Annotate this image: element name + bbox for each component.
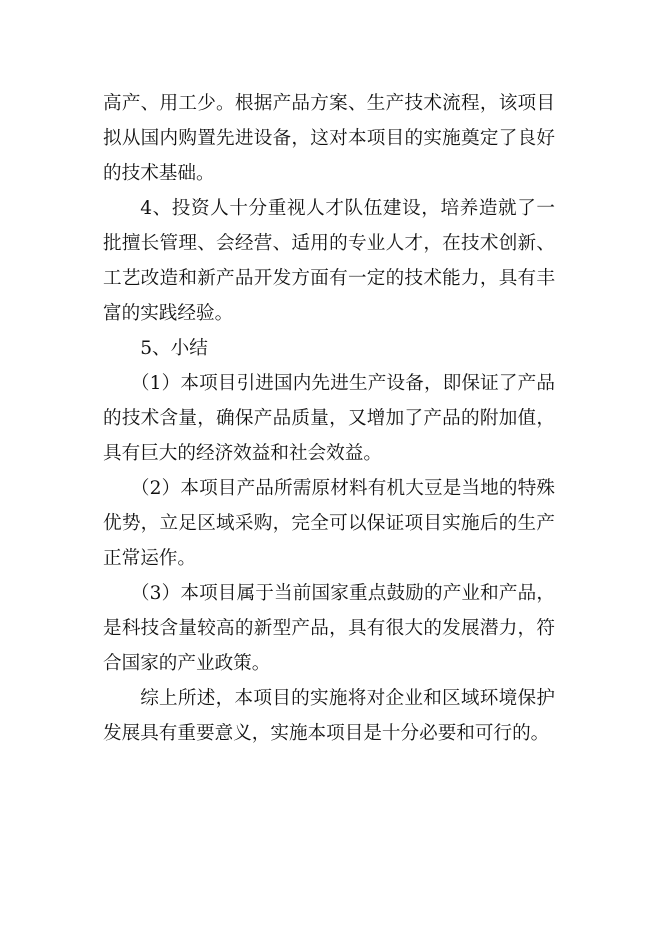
- paragraph-summary-2: （2）本项目产品所需原材料有机大豆是当地的特殊优势，立足区域采购，完全可以保证项目实施后的生产正常运作。: [103, 478, 555, 569]
- body-text: [103, 86, 555, 751]
- paragraph-continuation: 高产、用工少。根据产品方案、生产技术流程，该项目拟从国内购置先进设备，这对本项目的实施奠定了良好的技术基础。: [103, 93, 555, 184]
- paragraph-summary-1: （1）本项目引进国内先进生产设备，即保证了产品的技术含量，确保产品质量，又增加了产品的附加值，具有巨大的经济效益和社会效益。: [103, 373, 555, 464]
- paragraph-summary-3: （3）本项目属于当前国家重点鼓励的产业和产品，是科技含量较高的新型产品，具有很大的发展潜力，符合国家的产业政策。: [103, 583, 555, 674]
- paragraph-item-4: 4、投资人十分重视人才队伍建设，培养造就了一批擅长管理、会经营、适用的专业人才，在技术创新、工艺改造和新产品开发方面有一定的技术能力，具有丰富的实践经验。: [103, 198, 555, 324]
- paragraph-conclusion: 综上所述，本项目的实施将对企业和区域环境保护发展具有重要意义，实施本项目是十分必要和可行的。: [103, 688, 555, 744]
- section-heading-summary: 5、小结: [140, 338, 208, 359]
